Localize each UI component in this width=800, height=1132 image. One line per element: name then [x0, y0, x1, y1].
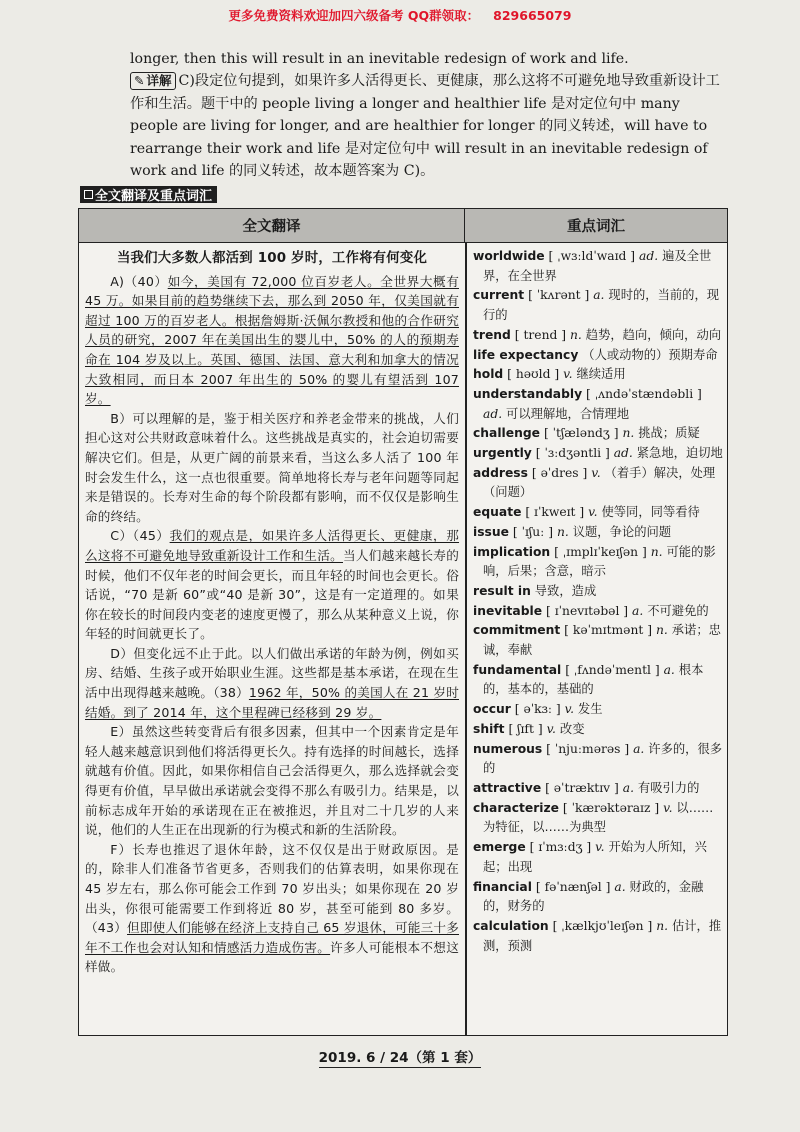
vocab-phonetic: [ ɪˈkweɪt ] [525, 505, 585, 520]
vocab-definition: 财政的，金融的，财务的 [483, 879, 704, 914]
vocab-definition: （着手）解决，处理（问题） [483, 465, 716, 500]
vocab-entry [473, 661, 723, 700]
vocab-entry [473, 286, 723, 325]
vocab-definition: 趋势，趋向，倾向，动向 [585, 327, 722, 342]
vocab-definition: 有吸引力的 [637, 780, 700, 795]
vocab-entry [473, 523, 723, 543]
vocab-phonetic: [ ˈtʃælәndʒ ] [543, 426, 619, 441]
vocab-phonetic: [ ˌkælkjʊˈleɪʃən ] [552, 918, 653, 933]
vocab-pos: n. [655, 623, 668, 638]
vocab-definition: 发生 [577, 702, 603, 717]
vocab-phonetic: [ ˌwɜːldˈwaɪd ] [548, 249, 636, 263]
vocab-pos: a. [614, 879, 626, 894]
vocab-pos: a. [622, 780, 634, 795]
detail-tag [130, 72, 176, 90]
vocab-entry [473, 720, 723, 740]
vocab-word: address [473, 465, 528, 480]
vocab-entry [473, 424, 723, 444]
vocab-definition: 继续适用 [576, 367, 626, 382]
vocab-word: occur [473, 702, 511, 717]
vocab-definition: 紧急地，迫切地 [636, 446, 723, 461]
vocab-word: challenge [473, 426, 541, 441]
vocab-definition: 开始为人所知，兴起；出现 [483, 840, 707, 874]
pencil-icon: ✎ [134, 73, 145, 89]
underlined-text: 我们的观点是，如果许多人活得更长、更健康，那么这将不可避免地导致重新设计工作和生活。 [85, 528, 460, 563]
vocab-phonetic: [ ˈɪʃuː ] [512, 524, 554, 539]
detail-label: 详解 [146, 73, 172, 89]
translation-title: 当我们大多数人都活到 100 岁时，工作将有何变化 [116, 251, 428, 266]
vocab-pos: v. [563, 367, 573, 382]
vocab-pos: v. [564, 702, 575, 717]
vocab-phonetic: [ ˈkʌrənt ] [528, 288, 590, 303]
vocabulary-column [473, 247, 723, 956]
vocab-phonetic: [ ˈkærəktəraɪz ] [562, 800, 660, 815]
vocab-word: trend [473, 327, 511, 342]
vocab-pos: a. [663, 662, 675, 677]
promo-text: 更多免费资料欢迎加四六级备考 QQ群领取： [228, 8, 480, 23]
answer-explanation [130, 48, 722, 182]
vocab-word: characterize [473, 800, 559, 815]
vocab-phonetic: [ trend ] [514, 327, 567, 342]
vocab-entry [473, 543, 723, 582]
paragraph-e: E）虽然这些转变背后有很多因素，但其中一个因素肯定是年轻人越来越意识到他们将活得更长久。持有选择的时间越长，选择就越有价值。因此，如果你相信自己会活得更久，那么选择就会变得更有价值，早早做出承诺就会变得不那么有吸引力。结果是，以前标志成年开始的承诺现在正在被推迟，并且对二十几岁的人来说，他们的人生正在出现新的行为模式和新的生活阶段。 [85, 724, 459, 838]
vocab-phonetic: [ ɪˈnevɪtəbəl ] [546, 603, 629, 618]
vocab-entry [473, 464, 723, 503]
page-footer [0, 1046, 800, 1066]
vocab-pos: a. [633, 741, 645, 756]
vocab-entry [473, 917, 723, 956]
vocab-pos: ad. [483, 406, 503, 421]
vocab-phonetic: [ ʃɪft ] [508, 721, 543, 736]
vocab-entry [473, 444, 723, 464]
vocab-pos: n. [556, 524, 569, 539]
vocab-pos: n. [622, 426, 635, 441]
vocab-definition: 现时的，当前的，现行的 [483, 288, 720, 323]
vocab-phonetic: [ əˈkɜː ] [514, 702, 561, 717]
vocab-entry [473, 621, 723, 660]
vocab-entry [473, 878, 723, 917]
vocab-entry [473, 838, 723, 877]
paragraph-b: B）可以理解的是，鉴于相关医疗和养老金带来的挑战，人们担心这对公共财政意味着什么。这些挑战是真实的，社会迫切需要解决它们。但是，从更广阔的前景来看，当这么多人活了 100 年时会发生什么，这一点也很重要。简单地将长寿与老年问题等同起来是错误的。长寿对生命的每个阶段都有影响，而不仅仅是影响生命的终结。 [85, 410, 459, 524]
vocab-pos: ad. [639, 249, 659, 263]
vocab-definition: 挑战；质疑 [638, 426, 700, 441]
vocab-word: inevitable [473, 603, 543, 618]
vocab-word: worldwide [473, 249, 545, 263]
vocab-pos: v. [588, 505, 598, 520]
vocab-definition: 使等同，同等看待 [601, 505, 700, 520]
paragraph-d: D）但变化远不止于此。以人们做出承诺的年龄为例，例如买房、结婚、生孩子或开始职业生涯。这些都是基本承诺，在现在生活中出现得越来越晚。（38）1962 年，50% 的美国人在 21 岁时结婚。到了 2014 年，这个里程碑已经移到 29 岁。 [85, 645, 459, 720]
vocab-word: result in [473, 583, 531, 598]
vocab-word: shift [473, 721, 505, 736]
vocab-entry [473, 740, 723, 779]
vocab-phonetic: [ ˈnjuːmərəs ] [546, 741, 630, 756]
vocab-word: hold [473, 367, 504, 382]
vocab-definition: 许多的，很多的 [483, 741, 723, 776]
vocab-entry [473, 779, 723, 799]
vocab-entry [473, 799, 723, 838]
vocab-word: current [473, 288, 525, 303]
vocab-entry [473, 582, 723, 602]
vocab-word: understandably [473, 386, 583, 401]
paragraph-a: A)（40）如今，美国有 72,000 位百岁老人。全世界大概有 45 万。如果目前的趋势继续下去，那么到 2050 年，仅美国就有超过 100 万的百岁老人。根据詹姆斯·沃佩尔教授和他的合作研究人员的研究，2007 年在美国出生的婴儿中，50% 的人的预期寿命在 104 岁及以上。英国、德国、法国、意大利和加拿大的情况大致相同，而日本 2007 年出生的 50% 的婴儿有望活到 107 岁。 [85, 273, 459, 407]
vocab-phonetic: [ ɪˈmɜːdʒ ] [529, 840, 592, 855]
vocab-definition: 承诺；忠诚，奉献 [483, 623, 721, 658]
vocab-definition: 可能的影响，后果；含意，暗示 [483, 544, 716, 579]
vocab-phonetic: [ həʊld ] [507, 367, 560, 382]
vocab-phonetic: [ ˌɪmplɪˈkeɪʃən ] [554, 544, 647, 559]
vocab-word: numerous [473, 741, 543, 756]
vocab-pos: v. [663, 800, 673, 815]
detail-paragraph [130, 70, 722, 182]
column-divider [465, 243, 467, 1035]
vocab-word: commitment [473, 623, 561, 638]
vocab-word: financial [473, 879, 532, 894]
vocab-entry [473, 602, 723, 622]
underlined-text: 如今，美国有 72,000 位百岁老人。全世界大概有 45 万。如果目前的趋势继续下去，那么到 2050 年，仅美国就有超过 100 万的百岁老人。根据詹姆斯·沃佩尔教授和他的合作研究人员的研究，2007 年在美国出生的婴儿中，50% 的人的预期寿命在 104 岁及以上。英国、德国、法国、意大利和加拿大的情况大致相同，而日本 2007 年出生的 50% 的婴儿有望活到 107 岁。 [85, 273, 459, 407]
vocab-definition: 遍及全世界，在全世界 [483, 249, 712, 283]
paragraph-f: F）长寿也推迟了退休年龄，这不仅仅是出于财政原因。是的，除非人们准备节省更多，否则我们的估算表明，如果你现在 45 岁左右，那么你可能会工作到 70 岁出头；如果你现在 20 岁出头，你很可能需要工作到将近 80 岁，甚至可能到 80 多岁。（43）但即使人们能够在经济上支持自己 65 岁退休，可能三十多年不工作也会对认知和情感活力造成伤害。许多人可能根本不想这样做。 [85, 841, 460, 975]
page-number: 2019. 6 / 24（第 1 套） [318, 1050, 482, 1066]
translation-table [78, 208, 728, 1036]
vocab-entry [473, 346, 723, 366]
promo-banner [0, 6, 800, 24]
intro-continuation: longer, then this will result in an inevitable redesign of work and life. [130, 51, 629, 67]
vocab-definition: 估计，推测，预测 [483, 918, 722, 953]
paragraph-c: C）（45）我们的观点是，如果许多人活得更长、更健康，那么这将不可避免地导致重新设计工作和生活。当人们越来越长寿的时候，他们不仅年老的时间会更长，而且年轻的时间也会更长。俗话说，“70 是新 60”或“40 是新 30”，这是有一定道理的。如果你在较长的时间段内变老的速度更慢了，那么从某种意义上说，你年轻的时间就更长了。 [85, 528, 460, 642]
vocab-word: fundamental [473, 662, 562, 677]
underlined-text: 但即使人们能够在经济上支持自己 65 岁退休，可能三十多年不工作也会对认知和情感活力造成伤害。 [85, 920, 459, 955]
translation-column [85, 249, 459, 977]
vocab-phonetic: [ fəˈnænʃəl ] [535, 879, 611, 894]
vocab-pos: v. [591, 465, 601, 480]
header-vocabulary: 重点词汇 [567, 219, 625, 235]
vocab-pos: a. [632, 603, 644, 618]
vocab-entry [473, 326, 723, 346]
vocab-pos: a. [593, 288, 605, 303]
section-title: 全文翻译及重点词汇 [95, 189, 213, 204]
vocab-entry [473, 365, 723, 385]
square-icon [84, 190, 93, 199]
vocab-word: life expectancy [473, 347, 579, 362]
detail-text: C)段定位句提到，如果许多人活得更长、更健康，那么这将不可避免地导致重新设计工作和生活。题干中的 people living a longer and healthier life 是对定位句中 many people are living for longer, and are healthier for longer 的同义转述，will have to rearrange their work and life 是对定位句中 will result in an inevitable redesign of work and life 的同义转述，故本题答案为 C)。 [130, 73, 720, 180]
vocab-definition: 根本的，基本的，基础的 [483, 662, 704, 697]
vocab-phonetic: [ kəˈmɪtmənt ] [564, 623, 653, 638]
table-header [79, 209, 727, 243]
vocab-word: calculation [473, 918, 549, 933]
vocab-word: issue [473, 524, 509, 539]
vocab-word: urgently [473, 446, 532, 461]
vocab-entry [473, 503, 723, 523]
vocab-word: emerge [473, 840, 526, 855]
vocab-phonetic: [ əˈtræktɪv ] [545, 780, 619, 795]
vocab-phonetic: [ əˈdres ] [531, 465, 588, 480]
vocab-phonetic: [ ˌʌndəˈstændəbli ] [586, 386, 702, 401]
vocab-word: implication [473, 544, 551, 559]
vocab-pos: n. [650, 544, 663, 559]
vocab-entry [473, 700, 723, 720]
vocab-definition: 导致，造成 [534, 583, 597, 598]
underlined-text: 1962 年，50% 的美国人在 21 岁时结婚。到了 2014 年，这个里程碑已经移到 29 岁。 [85, 685, 459, 720]
vocab-pos: ad. [613, 446, 633, 461]
vocab-definition: 改变 [559, 721, 585, 736]
vocab-definition: （人或动物的）预期寿命 [582, 347, 718, 362]
header-translation: 全文翻译 [79, 209, 465, 242]
promo-qq-number: 829665079 [493, 8, 572, 23]
vocab-word: equate [473, 505, 522, 520]
section-heading [80, 186, 217, 203]
vocab-pos: v. [595, 840, 605, 855]
vocab-phonetic: [ ˌfʌndəˈmentl ] [565, 662, 660, 677]
vocab-phonetic: [ ˈɜːdʒəntli ] [535, 446, 610, 461]
vocab-definition: 以……为特征，以……为典型 [483, 800, 714, 835]
vocab-definition: 议题，争论的问题 [572, 524, 672, 539]
vocab-entry [473, 385, 723, 424]
vocab-definition: 不可避免的 [647, 603, 709, 618]
vocab-entry [473, 247, 723, 286]
vocab-definition: 可以理解地，合情理地 [506, 406, 630, 421]
vocab-pos: v. [546, 721, 556, 736]
vocab-pos: n. [570, 327, 582, 342]
vocab-word: attractive [473, 780, 542, 795]
vocab-pos: n. [656, 918, 669, 933]
